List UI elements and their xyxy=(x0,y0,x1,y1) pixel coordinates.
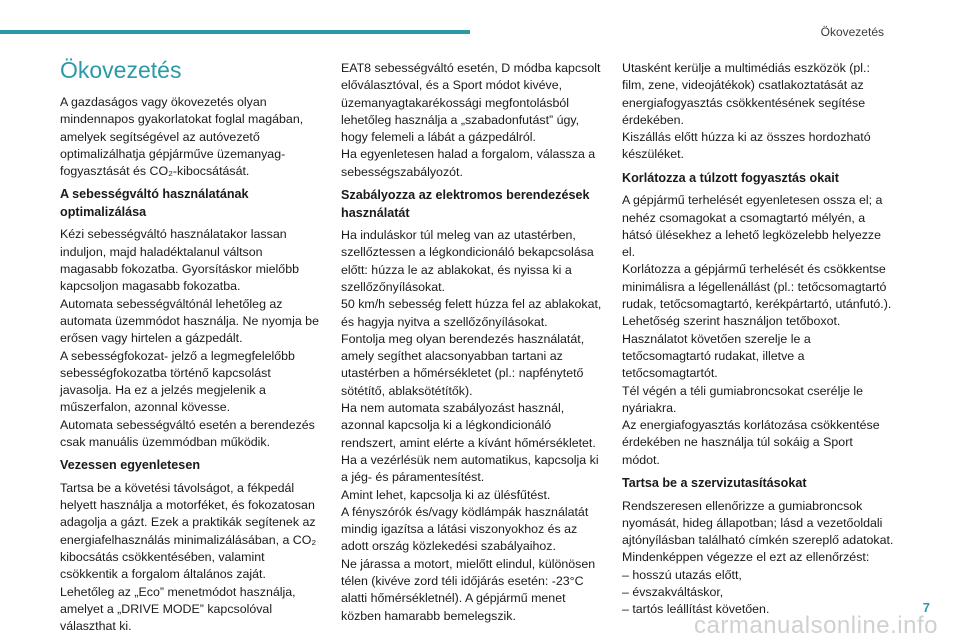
eat8-paragraph: EAT8 sebességváltó esetén, D módba kapcsolt előválasztóval, és a Sport módot kivéve, üzemanyagtakarékossági megfontolásból lehetőleg használja a „szabadonfutást” úgy, hogy felemeli a lábát a gázpedálról. xyxy=(341,61,601,145)
header-section-title: Ökovezetés xyxy=(820,25,884,39)
unplug-text: Kiszállás előtt húzza ki az összes hordozható készüléket. xyxy=(622,130,871,162)
gear-text-4: Automata sebességváltó esetén a berendezés csak manuális üzemmódban működik. xyxy=(60,417,315,450)
heading-electrical: Szabályozza az elektromos berendezések használatát xyxy=(341,188,590,220)
heading-load: Korlátozza a túlzott fogyasztás okait xyxy=(622,170,839,185)
multimedia-text: Utasként kerülje a multimédiás eszközök (pl.: film, zene, videojátékok) csatlakoztatását az energiafogyasztás csökkentésének segítése érdekében. xyxy=(622,61,870,127)
elec-text-8: Ne járassa a motort, mielőtt elindul, különösen télen (kivéve zord téli időjárás esetén: -23°C alatti hőmérsékletnél). A gépjármű menet közben hamarabb bemelegszik. xyxy=(341,556,596,623)
gear-text-2: Automata sebességváltónál lehetőleg az automata üzemmódot használja. Ne nyomja be erősen vagy hirtelen a gázpedált. xyxy=(60,296,319,346)
gear-text-1: Kézi sebességváltó használatakor lassan induljon, majd haladéktalanul váltson magasabb fokozatba. Gyorsításkor mielőbb kapcsoljon magasabb fokozatba. xyxy=(60,227,299,294)
column-1 xyxy=(60,56,322,642)
heading-drive: Vezessen egyenletesen xyxy=(60,458,201,473)
drive-text-2: Lehetőleg az „Eco” menetmódot használja, amelyet a „DRIVE MODE” kapcsolóval választhat ki. xyxy=(60,584,296,634)
column-3 xyxy=(622,60,894,625)
service-text-4: – évszakváltáskor, xyxy=(622,585,724,600)
load-text-1: A gépjármű terhelését egyenletesen ossza el; a nehéz csomagokat a csomagtartó mélyén, a hátsó ülésekhez a lehető legközelebb helyezze el. xyxy=(622,193,883,260)
elec-text-5: Ha a vezérlésük nem automatikus, kapcsolja ki a jég- és páramentesítést. xyxy=(341,452,599,485)
load-text-5: Az energiafogyasztás korlátozása csökkentése érdekében ne használja túl sokáig a Sport módot. xyxy=(622,418,880,467)
elec-text-2: 50 km/h sebesség felett húzza fel az ablakokat, és hagyja nyitva a szellőzőnyílásokat. xyxy=(341,297,602,329)
intro-paragraph: A gazdaságos vagy ökovezetés olyan mindennapos gyakorlatokat foglal magában, amelyek segítségével az autóvezető optimalizálhatja gépjárműve üzemanyag-fogyasztását és CO₂-kibocsátását. xyxy=(60,95,304,179)
page-number: 7 xyxy=(922,600,930,615)
page-title: Ökovezetés xyxy=(60,57,182,83)
service-text-2: Mindenképpen végezze el ezt az ellenőrzést: xyxy=(622,550,870,565)
drive-text-1: Tartsa be a követési távolságot, a fékpedál helyett használja a motorféket, és fokozatosan adagolja a gázt. Ezek a praktikák segítenek az energiafelhasználás minimalizálásában, a CO₂ kibocsátás csökkentésében, valamint csökkentik a forgalom általános zaját. xyxy=(60,480,317,582)
service-text-5: – tartós leállítást követően. xyxy=(622,602,770,617)
elec-text-3: Fontolja meg olyan berendezés használatát, amely segíthet alacsonyabban tartani az utastérben a hőmérsékletet (pl.: napfénytető sötétítő, ablaksötétítők). xyxy=(341,331,585,398)
cruise-paragraph: Ha egyenletesen halad a forgalom, válassza a sebességszabályozót. xyxy=(341,147,596,179)
service-text-1: Rendszeresen ellenőrizze a gumiabroncsok nyomását, hideg állapotban; lásd a vezetőoldali ajtónyílásban található címkén szereplő adatokat. xyxy=(622,498,894,548)
elec-text-7: A fényszórók és/vagy ködlámpák használatát mindig igazítsa a látási viszonyokhoz és az adott ország közlekedési szabályaihoz. xyxy=(341,504,589,554)
watermark: carmanualsonline.info xyxy=(694,612,938,639)
elec-text-6: Amint lehet, kapcsolja ki az ülésfűtést. xyxy=(341,487,551,502)
load-text-4: Tél végén a téli gumiabroncsokat cserélje le nyáriakra. xyxy=(622,383,864,415)
gear-text-3: A sebességfokozat- jelző a legmegfelelőbb sebességfokozatba történő kapcsolást javasolja. Ha ez a jelzés megjelenik a műszerfalon, azonnal kövesse. xyxy=(60,348,295,415)
header-accent-bar xyxy=(0,30,470,34)
heading-gear: A sebességváltó használatának optimalizálása xyxy=(60,187,249,219)
elec-text-1: Ha induláskor túl meleg van az utastérben, szellőztessen a légkondicionáló bekapcsolása előtt: húzza le az ablakokat, és nyissa ki a szellőzőnyílásokat. xyxy=(341,228,594,294)
load-text-2: Korlátozza a gépjármű terhelését és csökkentse minimálisra a légellenállást (pl.: tetőcsomagtartó rudak, tetőcsomagtartó, kerékpártartó, utánfutó.). Lehetőség szerint használjon tetőboxot. xyxy=(622,262,892,329)
load-text-3: Használatot követően szerelje le a tetőcsomagtartó rudakat, illetve a tetőcsomagtartót. xyxy=(622,331,811,381)
column-2 xyxy=(341,60,605,631)
elec-text-4: Ha nem automata szabályozást használ, azonnal kapcsolja ki a légkondicionáló rendszert, amint elérte a kívánt hőmérsékletet. xyxy=(341,401,596,450)
service-text-3: – hosszú utazás előtt, xyxy=(622,567,742,582)
heading-service: Tartsa be a szervizutasításokat xyxy=(622,476,807,491)
